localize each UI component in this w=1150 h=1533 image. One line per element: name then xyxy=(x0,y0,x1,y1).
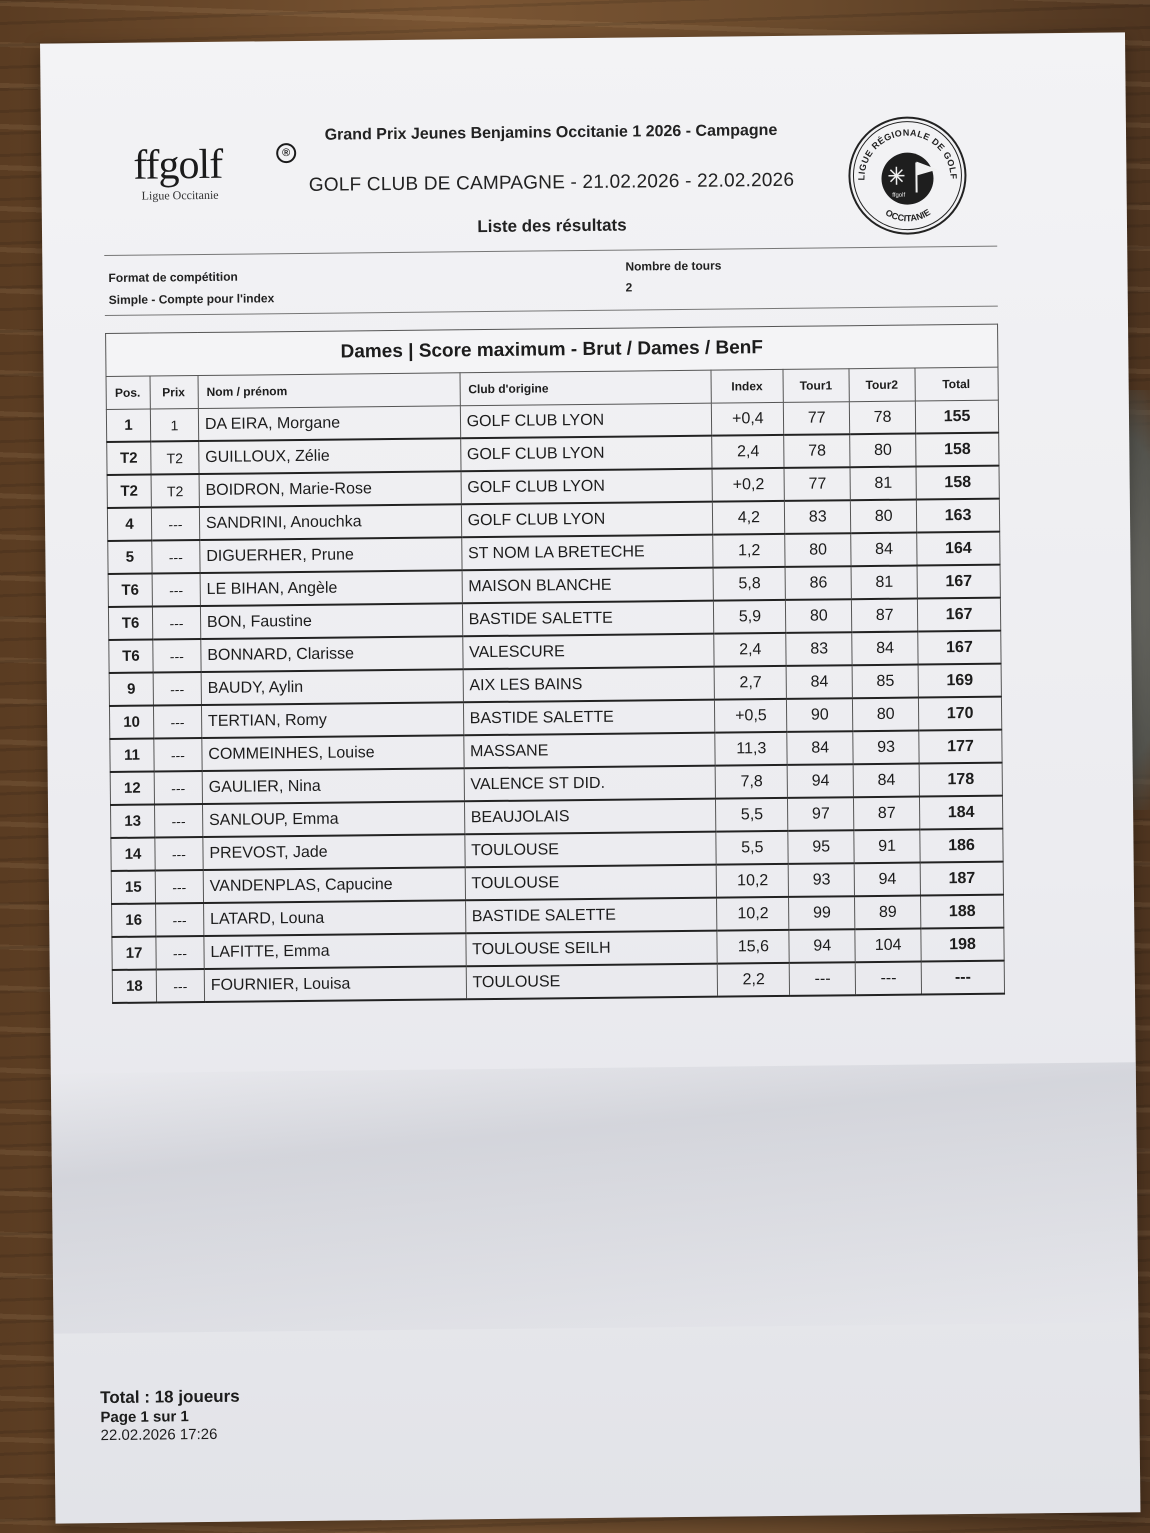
footer xyxy=(100,1387,240,1444)
name-cell: FOURNIER, Louisa xyxy=(204,966,466,1002)
tour1-cell: 84 xyxy=(786,665,852,699)
print-timestamp: 22.02.2026 17:26 xyxy=(100,1425,218,1445)
pos-cell: 10 xyxy=(109,706,153,739)
index-cell: 5,9 xyxy=(714,600,786,634)
club-cell: AIX LES BAINS xyxy=(463,667,715,703)
index-cell: 11,3 xyxy=(715,732,787,766)
prix-cell: --- xyxy=(152,540,200,574)
tour2-cell: --- xyxy=(855,962,921,996)
tour1-cell: 93 xyxy=(788,863,854,897)
name-cell: LE BIHAN, Angèle xyxy=(200,570,462,606)
name-cell: BAUDY, Aylin xyxy=(201,669,463,705)
prix-cell: --- xyxy=(155,903,203,937)
club-cell: MAISON BLANCHE xyxy=(462,568,714,604)
tour2-cell: 104 xyxy=(855,929,921,963)
tour1-cell: 80 xyxy=(785,533,851,567)
tour1-cell: 94 xyxy=(789,929,855,963)
club-cell: TOULOUSE xyxy=(466,964,718,1000)
club-cell: TOULOUSE SEILH xyxy=(466,931,718,967)
total-cell: 177 xyxy=(919,730,1002,764)
total-cell: 167 xyxy=(918,631,1001,665)
name-cell: PREVOST, Jade xyxy=(203,834,465,870)
col-club: Club d'origine xyxy=(460,370,712,406)
total-cell: 155 xyxy=(915,400,998,433)
pos-cell: 1 xyxy=(106,409,150,442)
index-cell: 4,2 xyxy=(713,501,785,535)
pos-cell: 16 xyxy=(112,904,156,937)
total-cell: 198 xyxy=(921,928,1004,962)
tour1-cell: 83 xyxy=(785,500,851,534)
total-cell: 164 xyxy=(917,532,1000,566)
club-cell: BASTIDE SALETTE xyxy=(462,601,714,637)
seal-inner-text: ffgolf xyxy=(892,192,906,199)
tour1-cell: 95 xyxy=(788,830,854,864)
player-total: Total : 18 joueurs xyxy=(100,1386,240,1408)
tour1-cell: 80 xyxy=(786,599,852,633)
rounds-value: 2 xyxy=(625,280,633,295)
col-tour2: Tour2 xyxy=(849,368,915,402)
prix-cell: T2 xyxy=(151,474,199,508)
format-label: Format de compétition xyxy=(108,269,238,285)
header-divider xyxy=(104,246,997,256)
index-cell: 15,6 xyxy=(717,930,789,964)
name-cell: BON, Faustine xyxy=(200,603,462,639)
name-cell: GAULIER, Nina xyxy=(202,768,464,804)
index-cell: 5,5 xyxy=(716,831,788,865)
tour2-cell: 87 xyxy=(854,797,920,831)
tour2-cell: 80 xyxy=(853,698,919,732)
prix-cell: --- xyxy=(151,507,199,541)
club-cell: VALENCE ST DID. xyxy=(464,766,716,802)
index-cell: +0,2 xyxy=(712,468,784,502)
name-cell: TERTIAN, Romy xyxy=(201,702,463,738)
total-cell: 163 xyxy=(916,499,999,533)
tour2-cell: 84 xyxy=(852,632,918,666)
prix-cell: --- xyxy=(155,837,203,871)
logo-subtitle: Ligue Occitanie xyxy=(141,187,219,203)
tour2-cell: 93 xyxy=(853,731,919,765)
prix-cell: 1 xyxy=(150,409,198,442)
total-cell: 186 xyxy=(920,829,1003,863)
club-cell: ST NOM LA BRETECHE xyxy=(461,535,713,571)
tour2-cell: 87 xyxy=(852,599,918,633)
total-cell: 167 xyxy=(917,565,1000,599)
name-cell: COMMEINHES, Louise xyxy=(202,735,464,771)
prix-cell: --- xyxy=(152,606,200,640)
pos-cell: 12 xyxy=(110,772,154,805)
prix-cell: --- xyxy=(152,573,200,607)
prix-cell: --- xyxy=(153,639,201,673)
tour2-cell: 81 xyxy=(851,566,917,600)
tour2-cell: 81 xyxy=(850,467,916,501)
tour1-cell: --- xyxy=(790,962,856,996)
shadow-overlay xyxy=(51,1062,1139,1333)
index-cell: +0,5 xyxy=(715,699,787,733)
prix-cell: --- xyxy=(155,870,203,904)
page-indicator: Page 1 sur 1 xyxy=(100,1408,189,1427)
col-tour1: Tour1 xyxy=(783,369,849,403)
club-cell: VALESCURE xyxy=(462,634,714,670)
pos-cell: 17 xyxy=(112,937,156,970)
tour2-cell: 91 xyxy=(854,830,920,864)
tour2-cell: 89 xyxy=(855,896,921,930)
pos-cell: T6 xyxy=(109,640,153,673)
total-cell: 158 xyxy=(916,466,999,500)
tour1-cell: 86 xyxy=(785,566,851,600)
total-cell: 167 xyxy=(917,598,1000,632)
index-cell: 5,8 xyxy=(713,567,785,601)
name-cell: SANLOUP, Emma xyxy=(202,801,464,837)
tour1-cell: 97 xyxy=(788,797,854,831)
index-cell: 2,2 xyxy=(718,963,790,997)
pos-cell: T2 xyxy=(107,442,151,475)
total-cell: 169 xyxy=(918,664,1001,698)
name-cell: DIGUERHER, Prune xyxy=(200,537,462,573)
svg-text:OCCITANIE xyxy=(884,207,932,224)
index-cell: 1,2 xyxy=(713,534,785,568)
club-cell: GOLF CLUB LYON xyxy=(461,502,713,538)
index-cell: 5,5 xyxy=(716,798,788,832)
index-cell: 2,4 xyxy=(714,633,786,667)
index-cell: +0,4 xyxy=(712,402,784,435)
format-value: Simple - Compte pour l'index xyxy=(108,291,275,307)
name-cell: BOIDRON, Marie-Rose xyxy=(199,471,461,507)
prix-cell: --- xyxy=(154,738,202,772)
prix-cell: --- xyxy=(154,804,202,838)
club-cell: BEAUJOLAIS xyxy=(464,799,716,835)
pos-cell: T6 xyxy=(108,607,152,640)
prix-cell: --- xyxy=(153,705,201,739)
club-cell: BASTIDE SALETTE xyxy=(465,898,717,934)
col-index: Index xyxy=(711,369,783,403)
ligue-seal-logo xyxy=(846,114,969,237)
venue-dates: GOLF CLUB DE CAMPAGNE - 21.02.2026 - 22.02.2026 xyxy=(308,169,795,196)
pos-cell: 11 xyxy=(110,739,154,772)
tour1-cell: 77 xyxy=(784,402,850,435)
index-cell: 10,2 xyxy=(717,897,789,931)
list-title: Liste des résultats xyxy=(477,215,627,237)
pos-cell: 18 xyxy=(112,970,156,1003)
name-cell: VANDENPLAS, Capucine xyxy=(203,867,465,903)
total-cell: 158 xyxy=(916,433,999,467)
pos-cell: 4 xyxy=(107,508,151,541)
prix-cell: --- xyxy=(156,936,204,970)
tour2-cell: 84 xyxy=(851,533,917,567)
index-cell: 7,8 xyxy=(716,765,788,799)
tour2-cell: 80 xyxy=(850,434,916,468)
registered-icon: ® xyxy=(276,143,296,163)
tour2-cell: 94 xyxy=(854,863,920,897)
tour1-cell: 77 xyxy=(784,467,850,501)
pos-cell: 13 xyxy=(111,805,155,838)
results-table xyxy=(105,324,1005,1004)
event-title: Grand Prix Jeunes Benjamins Occitanie 1 2026 - Campagne xyxy=(324,121,778,144)
info-divider xyxy=(105,306,998,316)
club-cell: GOLF CLUB LYON xyxy=(460,403,712,438)
tour1-cell: 94 xyxy=(787,764,853,798)
ffgolf-logo xyxy=(133,141,294,204)
pos-cell: 5 xyxy=(108,541,152,574)
index-cell: 10,2 xyxy=(717,864,789,898)
category-heading: Dames | Score maximum - Brut / Dames / BenF xyxy=(106,324,998,376)
index-cell: 2,4 xyxy=(712,435,784,469)
name-cell: DA EIRA, Morgane xyxy=(198,406,460,441)
pos-cell: T6 xyxy=(108,574,152,607)
seal-text: LIGUE RÉGIONALE DE GOLF xyxy=(856,127,959,181)
tour1-cell: 99 xyxy=(789,896,855,930)
tour2-cell: 80 xyxy=(851,500,917,534)
total-cell: 184 xyxy=(920,796,1003,830)
pos-cell: 9 xyxy=(109,673,153,706)
total-cell: 187 xyxy=(920,862,1003,896)
pos-cell: T2 xyxy=(107,475,151,508)
prix-cell: --- xyxy=(154,771,202,805)
tour2-cell: 78 xyxy=(850,401,916,434)
name-cell: LATARD, Louna xyxy=(203,900,465,936)
col-pos: Pos. xyxy=(106,376,150,409)
tour2-cell: 84 xyxy=(853,764,919,798)
tour1-cell: 83 xyxy=(786,632,852,666)
name-cell: GUILLOUX, Zélie xyxy=(199,438,461,474)
total-cell: 188 xyxy=(921,895,1004,929)
tour1-cell: 84 xyxy=(787,731,853,765)
club-cell: TOULOUSE xyxy=(465,865,717,901)
club-cell: MASSANE xyxy=(463,733,715,769)
name-cell: BONNARD, Clarisse xyxy=(201,636,463,672)
prix-cell: --- xyxy=(156,969,204,1003)
col-prix: Prix xyxy=(150,376,198,410)
club-cell: GOLF CLUB LYON xyxy=(460,436,712,472)
club-cell: TOULOUSE xyxy=(464,832,716,868)
index-cell: 2,7 xyxy=(715,666,787,700)
col-total: Total xyxy=(915,367,998,401)
total-cell: 170 xyxy=(919,697,1002,731)
tour1-cell: 78 xyxy=(784,434,850,468)
col-name: Nom / prénom xyxy=(198,373,460,409)
rounds-label: Nombre de tours xyxy=(625,258,722,274)
tour2-cell: 85 xyxy=(852,665,918,699)
pos-cell: 14 xyxy=(111,838,155,871)
name-cell: SANDRINI, Anouchka xyxy=(199,504,461,540)
seal-bottom-text: OCCITANIE xyxy=(883,207,933,224)
total-cell: --- xyxy=(921,961,1004,995)
prix-cell: T2 xyxy=(151,441,199,475)
tour1-cell: 90 xyxy=(787,698,853,732)
logo-wordmark: ffgolf xyxy=(133,141,223,189)
club-cell: BASTIDE SALETTE xyxy=(463,700,715,736)
pos-cell: 15 xyxy=(111,871,155,904)
results-sheet xyxy=(40,32,1140,1523)
prix-cell: --- xyxy=(153,672,201,706)
club-cell: GOLF CLUB LYON xyxy=(461,469,713,505)
name-cell: LAFITTE, Emma xyxy=(204,933,466,969)
total-cell: 178 xyxy=(919,763,1002,797)
